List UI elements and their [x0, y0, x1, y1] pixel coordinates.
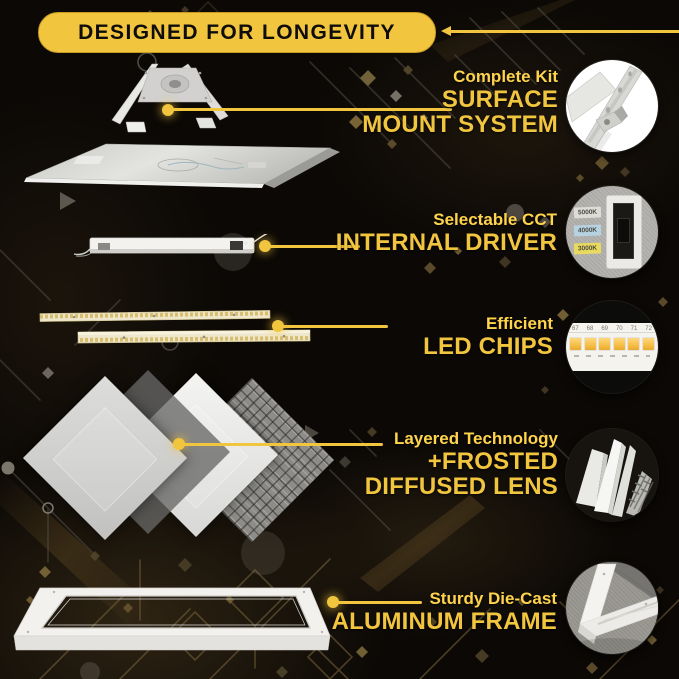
- callout-surface-mount: [298, 67, 558, 137]
- headline-banner: [38, 12, 436, 53]
- mount-bracket-graphic: [100, 58, 245, 138]
- led-chip-row: [566, 333, 658, 351]
- back-panel-graphic: [18, 138, 348, 193]
- callout-caption: Sturdy Die-Cast: [429, 589, 557, 608]
- callout-led-chips: [293, 314, 553, 359]
- chip-number: 72: [645, 326, 652, 332]
- callout-title-line: DIFFUSED LENS: [364, 473, 558, 500]
- driver-housing: [606, 195, 642, 269]
- callout-title-line: ALUMINUM FRAME: [331, 608, 557, 635]
- callout-title-line: SURFACE: [441, 86, 558, 113]
- chip-number: 68: [586, 326, 594, 332]
- frame-corner-closeup-drawing: [566, 562, 658, 654]
- callout-aluminum-frame: [297, 589, 557, 634]
- callout-caption: Selectable CCT: [433, 210, 557, 229]
- headline-text: DESIGNED FOR LONGEVITY: [78, 20, 396, 44]
- callout-title-line: +FROSTED: [427, 448, 558, 475]
- driver-window: [613, 203, 634, 259]
- led-strip-photo: [566, 301, 658, 393]
- chip-number: 71: [630, 326, 638, 332]
- callout-title-line: MOUNT SYSTEM: [362, 111, 558, 138]
- led-pcb-strip: [566, 323, 658, 371]
- callout-diffused-lens: [298, 429, 558, 499]
- callout-title-line: INTERNAL DRIVER: [335, 229, 557, 256]
- chip-number: 70: [615, 326, 623, 332]
- cct-tab-5000k: 5000K: [574, 207, 601, 219]
- callout-caption: Complete Kit: [453, 67, 558, 86]
- banner-connector-line: [450, 30, 679, 33]
- callout-caption: Efficient: [485, 314, 553, 333]
- driver-module: [617, 218, 630, 243]
- internal-driver-photo: [566, 186, 658, 278]
- callout-title-line: LED CHIPS: [423, 333, 553, 360]
- aluminum-frame-photo: [566, 562, 658, 654]
- bracket-closeup-drawing: [566, 60, 658, 152]
- driver-bar-graphic: [72, 234, 272, 260]
- cct-tab-3000k: 3000K: [574, 243, 601, 255]
- callout-internal-driver: [297, 210, 557, 255]
- led-chip-numbers: [566, 323, 658, 333]
- lens-layers-closeup-drawing: [566, 429, 658, 521]
- lens-layers-graphic: [25, 370, 325, 550]
- frosted-lens-photo: [566, 429, 658, 521]
- chip-number: 67: [572, 326, 579, 332]
- led-solder-marks: [574, 355, 650, 357]
- chip-number: 69: [601, 326, 608, 332]
- surface-mount-bracket-photo: [566, 60, 658, 152]
- callout-caption: Layered Technology: [393, 429, 558, 448]
- cct-tab-4000k: 4000K: [574, 225, 601, 237]
